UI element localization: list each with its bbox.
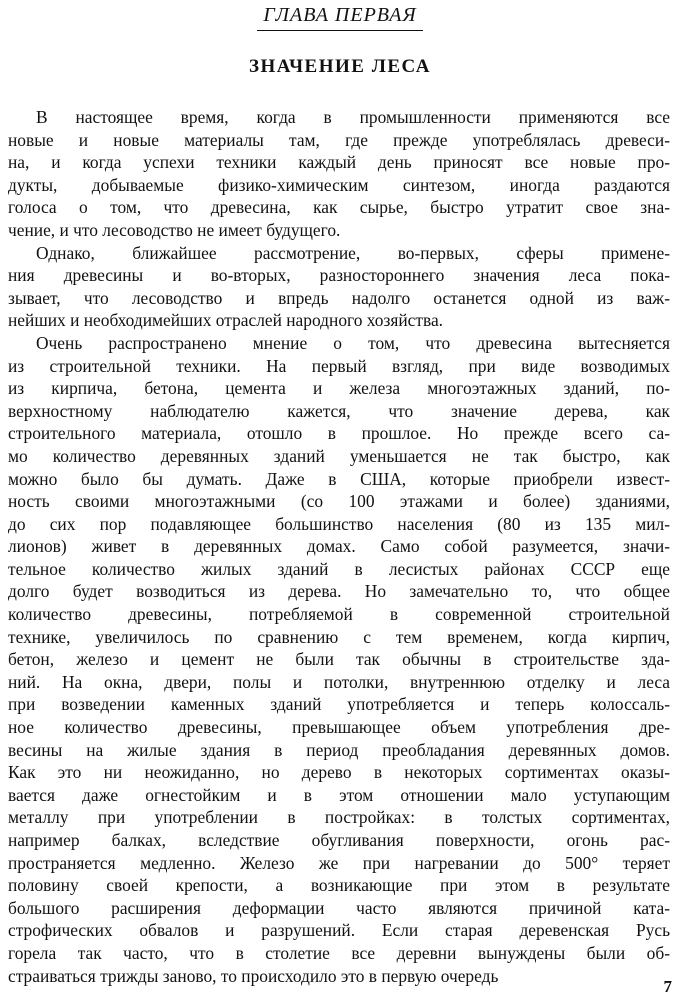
page-number: 7 [663, 977, 672, 996]
paragraph [8, 332, 670, 987]
text-line: нейших и необходимейших отраслей народного хозяйства. [8, 310, 444, 331]
text-line: Однако, ближайшее рассмотрение, во-первых, сферы примене- [36, 242, 670, 263]
text-line: из строительной техники. На первый взгляд, при виде возводимых [8, 355, 670, 376]
text-line: строительного материала, отошло в прошлое. Но прежде всего са- [8, 423, 670, 444]
body-text [8, 106, 670, 987]
text-line: новые и новые материалы там, где прежде употреблялась древеси- [8, 129, 670, 150]
text-line: вается даже огнестойким и в этом отношении мало уступающим [8, 784, 670, 805]
section-title: ЗНАЧЕНИЕ ЛЕСА [248, 56, 432, 77]
text-line: мо количество деревянных зданий уменьшается не так быстро, как [8, 445, 670, 466]
paragraph [8, 106, 670, 242]
text-line: дукты, добываемые физико-химическим синтезом, иногда раздаются [8, 174, 670, 195]
text-line: ность своими многоэтажными (со 100 этажами и более) зданиями, [8, 491, 670, 512]
text-line: например балках, вследствие обугливания поверхности, огонь рас- [8, 830, 670, 850]
text-line: количество древесины, потребляемой в современной строительной [8, 604, 670, 625]
text-line: половину своей крепости, а возникающие при этом в результате [8, 875, 670, 896]
text-line: тельное количество жилых зданий в лесистых районах СССР еще [8, 558, 670, 579]
text-line: металлу при употреблении в постройках: в толстых сортиментах, [8, 807, 670, 828]
text-line: весины на жилые здания в период преобладания деревянных домов. [8, 739, 670, 760]
text-line: Как это ни неожиданно, но дерево в некоторых сортиментах оказы- [8, 762, 670, 783]
text-line: страиваться трижды заново, то происходило это в первую очередь [8, 965, 499, 986]
text-line: до сих пор подавляющее большинство населения (80 из 135 мил- [8, 513, 670, 534]
text-line: ное количество древесины, превышающее объем употребления дре- [8, 717, 670, 738]
text-line: чение, и что лесоводство не имеет будущего. [8, 219, 341, 240]
text-line: пространяется медленно. Железо же при нагревании до 500° теряет [8, 852, 670, 873]
text-line: большого расширения деформации часто являются причиной ката- [8, 897, 670, 918]
text-line: Очень распространено мнение о том, что древесина вытесняется [36, 332, 670, 353]
text-line: из кирпича, бетона, цемента и железа многоэтажных зданий, по- [8, 378, 670, 399]
text-line: В настоящее время, когда в промышленности применяются все [36, 107, 670, 127]
text-line: на, и когда успехи техники каждый день приносят все новые про- [8, 152, 670, 173]
text-line: долго будет возводиться из дерева. Но замечательно то, что общее [8, 581, 670, 602]
chapter-header [0, 4, 680, 31]
paragraph [8, 242, 670, 332]
text-line: горела так часто, что в столетие все деревни вынуждены были об- [8, 942, 670, 963]
text-line: верхностному наблюдателю кажется, что значение дерева, как [8, 400, 670, 421]
text-line: ний. На окна, двери, полы и потолки, внутреннюю отделку и леса [8, 671, 670, 692]
text-line: зывает, что лесоводство и впредь надолго останется одной из важ- [8, 287, 670, 308]
text-line: бетон, железо и цемент не были так обычны в строительстве зда- [8, 649, 670, 670]
text-line: ния древесины и во-вторых, разностороннего значения леса пока- [8, 265, 670, 286]
text-line: лионов) живет в деревянных домах. Само собой разумеется, значи- [8, 536, 670, 557]
text-line: голоса о том, что древесина, как сырье, быстро утратит свое зна- [8, 197, 670, 218]
text-line: технике, увеличилось по сравнению с тем временем, когда кирпич, [8, 626, 670, 647]
text-line: при возведении каменных зданий употребляется и теперь колоссаль- [8, 694, 670, 715]
text-line: строфических обвалов и разрушений. Если старая деревенская Русь [8, 920, 670, 941]
text-line: можно было бы думать. Даже в США, которые приобрели извест- [8, 468, 670, 489]
chapter-label: ГЛАВА ПЕРВАЯ [257, 4, 422, 31]
